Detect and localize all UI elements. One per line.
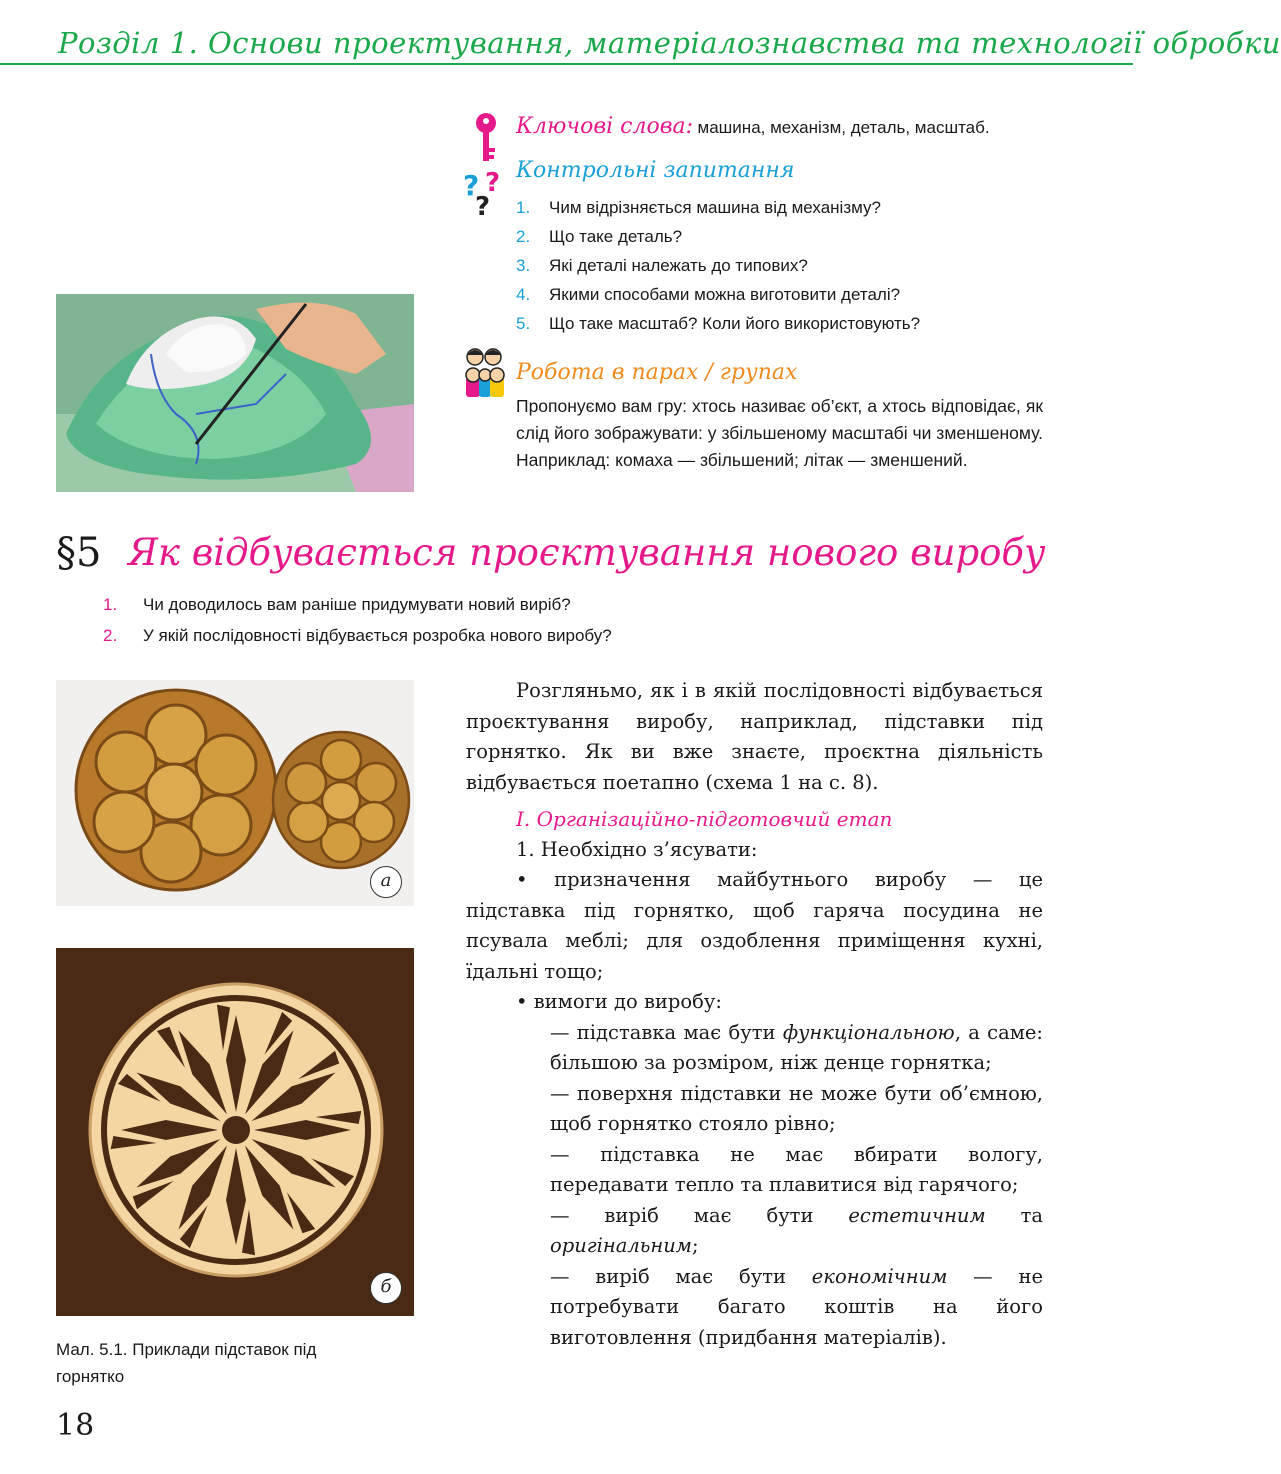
figure-label-a: а	[370, 866, 402, 898]
list-item: 4. Якими способами можна виготовити деталі?	[516, 285, 901, 304]
chapter-header: Розділ 1. Основи проектування, матеріалознавства та технології обробки	[58, 26, 1281, 60]
key-icon	[472, 112, 500, 168]
requirement-1: — підставка має бути функціональною, а саме: більшою за розміром, ніж денце горнятка;	[550, 1020, 1044, 1074]
header-rule	[0, 63, 1133, 65]
list-item: 1. Чим відрізняється машина від механізму?	[516, 198, 881, 217]
question-marks-icon	[463, 165, 503, 221]
step-1: 1. Необхідно з’ясувати:	[516, 837, 758, 861]
requirement-5: — виріб має бути економічним — не потребувати багато коштів на його виготовлення (придбання матеріалів).	[550, 1264, 1043, 1349]
group-work-text: Пропонуємо вам гру: хтось називає об’єкт, а хтось відповідає, як слід його зображувати: у збільшеному масштабі чи зменшеному. Наприклад: комаха — збільшений; літак — зменшений.	[516, 396, 1043, 470]
wooden-coasters-photo	[56, 680, 414, 906]
group-work-icon	[462, 345, 506, 401]
svg-text:?: ?	[485, 168, 501, 198]
keywords-label: Ключові слова:	[516, 114, 694, 139]
list-item: 5. Що таке масштаб? Коли його використовують?	[516, 314, 921, 333]
page-number: 18	[56, 1408, 95, 1443]
group-work-title: Робота в парах / групах	[516, 360, 798, 385]
list-item: 3. Які деталі належать до типових?	[516, 256, 808, 275]
intro-paragraph: Розгляньмо, як і в якій послідовності відбувається проєктування виробу, наприклад, підставки під горнятко. Як ви вже знаєте, проєктна діяльність відбувається поетапно (схема 1 на с. 8).	[466, 679, 1043, 794]
list-item: 2. Що таке деталь?	[516, 227, 683, 246]
stage-title: І. Організаційно-підготовчий етап	[516, 807, 893, 831]
main-text	[466, 676, 1043, 1353]
relief-map-photo	[56, 294, 414, 492]
list-item: 2. У якій послідовності відбувається розробка нового виробу?	[103, 626, 612, 645]
bullet-purpose: • призначення майбутнього виробу — це підставка під горнятко, щоб гаряча посудина не псувала меблі; для оздоблення приміщення кухні, їдальні тощо;	[466, 868, 1043, 983]
keywords-text: машина, механізм, деталь, масштаб.	[697, 118, 990, 137]
section-number: §5	[56, 530, 102, 576]
requirement-3: — підставка не має вбирати вологу, передавати тепло та плавитися від гарячого;	[550, 1142, 1043, 1196]
figure-label-b: б	[370, 1272, 402, 1304]
control-questions-list	[516, 193, 920, 338]
list-item: 1. Чи доводилось вам раніше придумувати новий виріб?	[103, 595, 571, 614]
requirement-4: — виріб має бути естетичним та оригінальним;	[550, 1203, 1043, 1257]
svg-text:?: ?	[475, 192, 491, 222]
requirement-2: — поверхня підставки не може бути об’ємною, щоб горнятко стояло рівно;	[550, 1081, 1043, 1135]
keywords-block	[516, 114, 990, 139]
svg-text:?: ?	[463, 169, 480, 202]
section-title: Як відбувається проєктування нового виробу	[128, 531, 1046, 574]
figure-caption: Мал. 5.1. Приклади підставок під горнятко	[56, 1340, 317, 1386]
bullet-requirements: • вимоги до виробу:	[516, 990, 722, 1013]
control-questions-title: Контрольні запитання	[516, 158, 795, 183]
fretwork-coaster-image	[56, 948, 414, 1316]
section-questions	[103, 589, 612, 651]
